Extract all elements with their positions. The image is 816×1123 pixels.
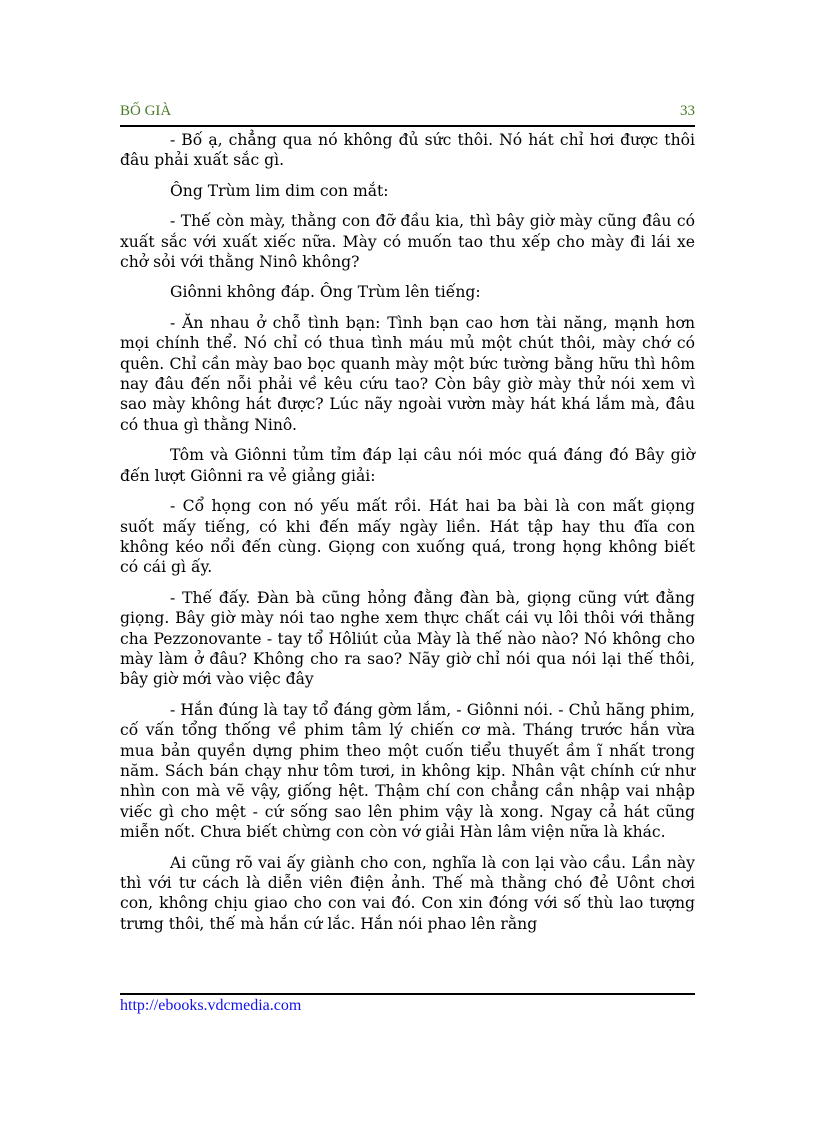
book-title: BỐ GIÀ	[120, 103, 172, 119]
paragraph: - Bố ạ, chẳng qua nó không đủ sức thôi. Nó hát chỉ hơi được thôi đâu phải xuất sắc gì.	[120, 131, 695, 170]
paragraph: Giônni không đáp. Ông Trùm lên tiếng:	[170, 283, 481, 302]
paragraph: - Cổ họng con nó yếu mất rồi. Hát hai ba bài là con mất giọng suốt mấy tiếng, có khi đến mấy ngày liền. Hát tập hay thu đĩa con không kéo nổi đến cùng. Giọng con xuống quá, trong họng không biết có cái gì ấy.	[120, 497, 695, 577]
paragraph: Ai cũng rõ vai ấy giành cho con, nghĩa là con lại vào cầu. Lần này thì với tư cách là diễn viên điện ảnh. Thế mà thằng chó đẻ Uônt chơi con, không chịu giao cho con vai đó. Con xin đóng với số thù lao tượng trưng thôi, thế mà hắn cứ lắc. Hắn nói phao lên rằng	[120, 853, 695, 933]
paragraph: - Hắn đúng là tay tổ đáng gờm lắm, - Giônni nói. - Chủ hãng phim, cố vấn tổng thống về phim tâm lý chiến cơ mà. Tháng trước hắn vừa mua bản quyền dựng phim theo một cuốn tiểu thuyết ầm ĩ nhất trong năm. Sách bán chạy như tôm tươi, in không kịp. Nhân vật chính cứ như nhìn con mà vẽ vậy, giống hệt. Thậm chí con chẳng cần nhập vai nhập viếc gì cho mệt - cứ sống sao lên phim vậy là xong. Ngay cả hát cũng miễn nốt. Chưa biết chừng con còn vớ giải Hàn lâm viện nữa là khác.	[120, 700, 695, 842]
header-divider	[120, 125, 695, 127]
page-body	[120, 130, 695, 944]
paragraph: - Ăn nhau ở chỗ tình bạn: Tình bạn cao hơn tài năng, mạnh hơn mọi chính thể. Nó chỉ có thua tình máu mủ một chút thôi, mày chớ có quên. Chỉ cần mày bao bọc quanh mày một bức tường bằng hữu thì hôm nay đâu đến nỗi phải về kêu cứu tao? Còn bây giờ mày thử nói xem vì sao mày không hát được? Lúc nãy ngoài vườn mày hát khá lắm mà, đâu có thua gì thằng Ninô.	[120, 313, 695, 434]
page-number: 33	[680, 103, 695, 119]
paragraph: Ông Trùm lim dim con mắt:	[170, 181, 389, 200]
footer-link[interactable]: http://ebooks.vdcmedia.com	[120, 997, 302, 1014]
paragraph: - Thế đấy. Đàn bà cũng hỏng đằng đàn bà, giọng cũng vứt đằng giọng. Bây giờ mày nói tao nghe xem thực chất cái vụ lôi thôi với thằng cha Pezzonovante - tay tổ Hôliút của Mày là thế nào nào? Nó không cho mày làm ở đâu? Không cho ra sao? Nãy giờ chỉ nói qua nói lại thế thôi, bây giờ mới vào việc đây	[120, 588, 695, 689]
paragraph: Tôm và Giônni tủm tỉm đáp lại câu nói móc quá đáng đó Bây giờ đến lượt Giônni ra vẻ giảng giải:	[120, 446, 695, 485]
paragraph: - Thế còn mày, thằng con đỡ đầu kia, thì bây giờ mày cũng đâu có xuất sắc với xuất xiếc nữa. Mày có muốn tao thu xếp cho mày đi lái xe chở sỏi với thằng Ninô không?	[120, 212, 695, 272]
footer-divider	[120, 993, 695, 995]
page-header	[120, 103, 695, 123]
